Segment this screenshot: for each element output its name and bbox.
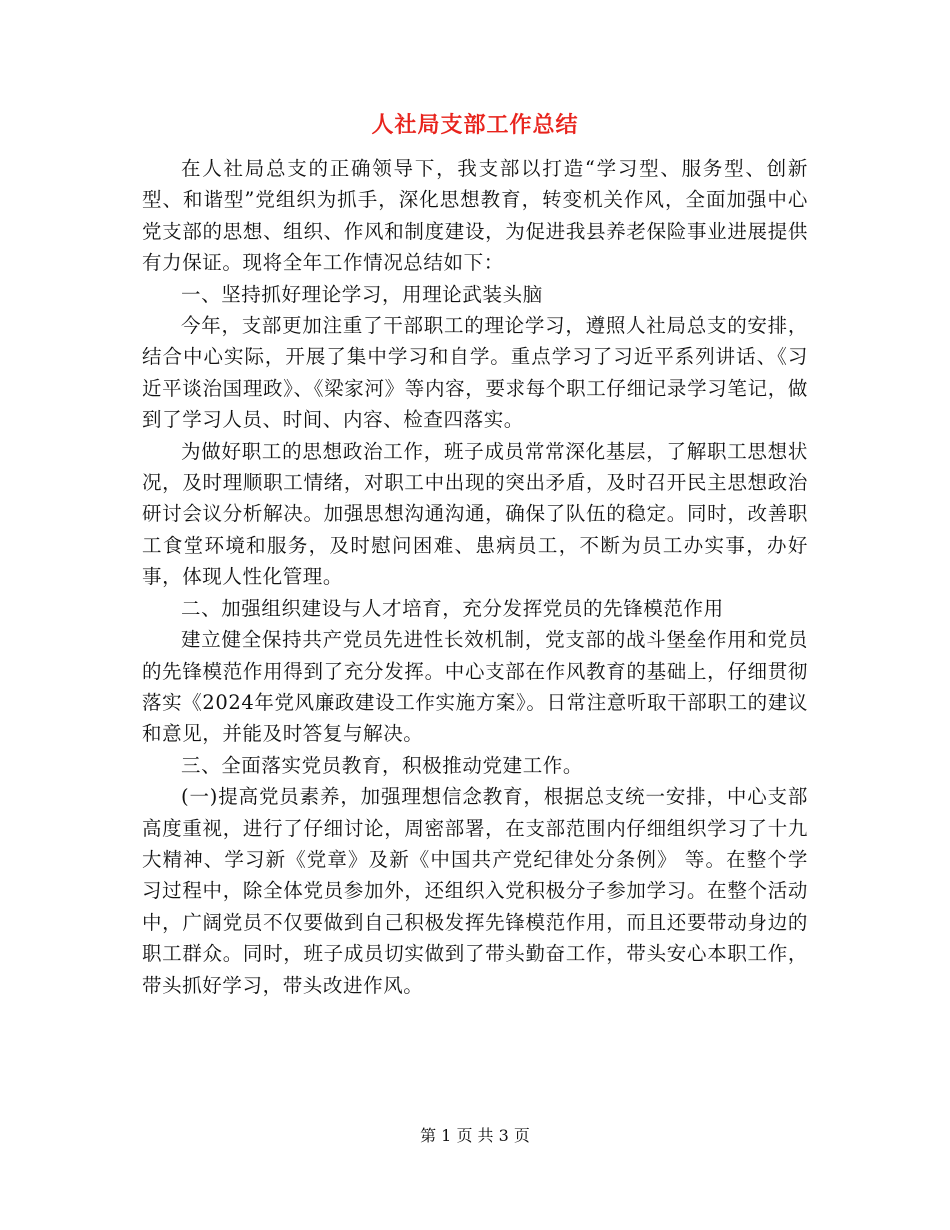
paragraph: 今年，支部更加注重了干部职工的理论学习，遵照人社局总支的安排，结合中心实际，开展了集中学习和自学。重点学习了习近平系列讲话、《习近平谈治国理政》、《梁家河》等内容，要求每个职工仔细记录学习笔记，做到了学习人员、时间、内容、检查四落实。 [142,314,808,432]
paragraph: (一)提高党员素养，加强理想信念教育，根据总支统一安排，中心支部高度重视，进行了仔细讨论，周密部署，在支部范围内仔细组织学习了十九大精神、学习新《党章》及新《中国共产党纪律处分条例》 等。在整个学习过程中，除全体党员参加外，还组织入党积极分子参加学习。在整个活动中，广阔党员不仅要做到自己积极发挥先锋模范作用，而且还要带动身边的职工群众。同时，班子成员切实做到了带头勤奋工作，带头安心本职工作，带头抓好学习，带头改进作风。 [142,785,808,997]
section-heading-2: 二、加强组织建设与人才培育，充分发挥党员的先锋模范作用 [181,596,724,620]
paragraph: 为做好职工的思想政治工作，班子成员常常深化基层，了解职工思想状况，及时理顺职工情绪，对职工中出现的突出矛盾，及时召开民主思想政治研讨会议分析解决。加强思想沟通沟通，确保了队伍的稳定。同时，改善职工食堂环境和服务，及时慰问困难、患病员工，不断为员工办实事，办好事，体现人性化管理。 [142,439,808,589]
section-heading-1: 一、坚持抓好理论学习，用理论武装头脑 [181,282,543,306]
page-footer: 第 1 页 共 3 页 [420,1126,530,1145]
paragraph: 建立健全保持共产党员先进性长效机制，党支部的战斗堡垒作用和党员的先锋模范作用得到了充分发挥。中心支部在作风教育的基础上，仔细贯彻落实《2024年党风廉政建设工作实施方案》。日常注意听取干部职工的建议和意见，并能及时答复与解决。 [142,628,808,746]
document-title: 人社局支部工作总结 [371,112,579,138]
paragraph-intro: 在人社局总支的正确领导下，我支部以打造“学习型、服务型、创新型、和谐型”党组织为抓手，深化思想教育，转变机关作风，全面加强中心党支部的思想、组织、作风和制度建设，为促进我县养老保险事业进展提供有力保证。现将全年工作情况总结如下： [142,157,808,275]
section-heading-3: 三、全面落实党员教育，积极推动党建工作。 [181,753,584,777]
document-body [142,153,808,1001]
